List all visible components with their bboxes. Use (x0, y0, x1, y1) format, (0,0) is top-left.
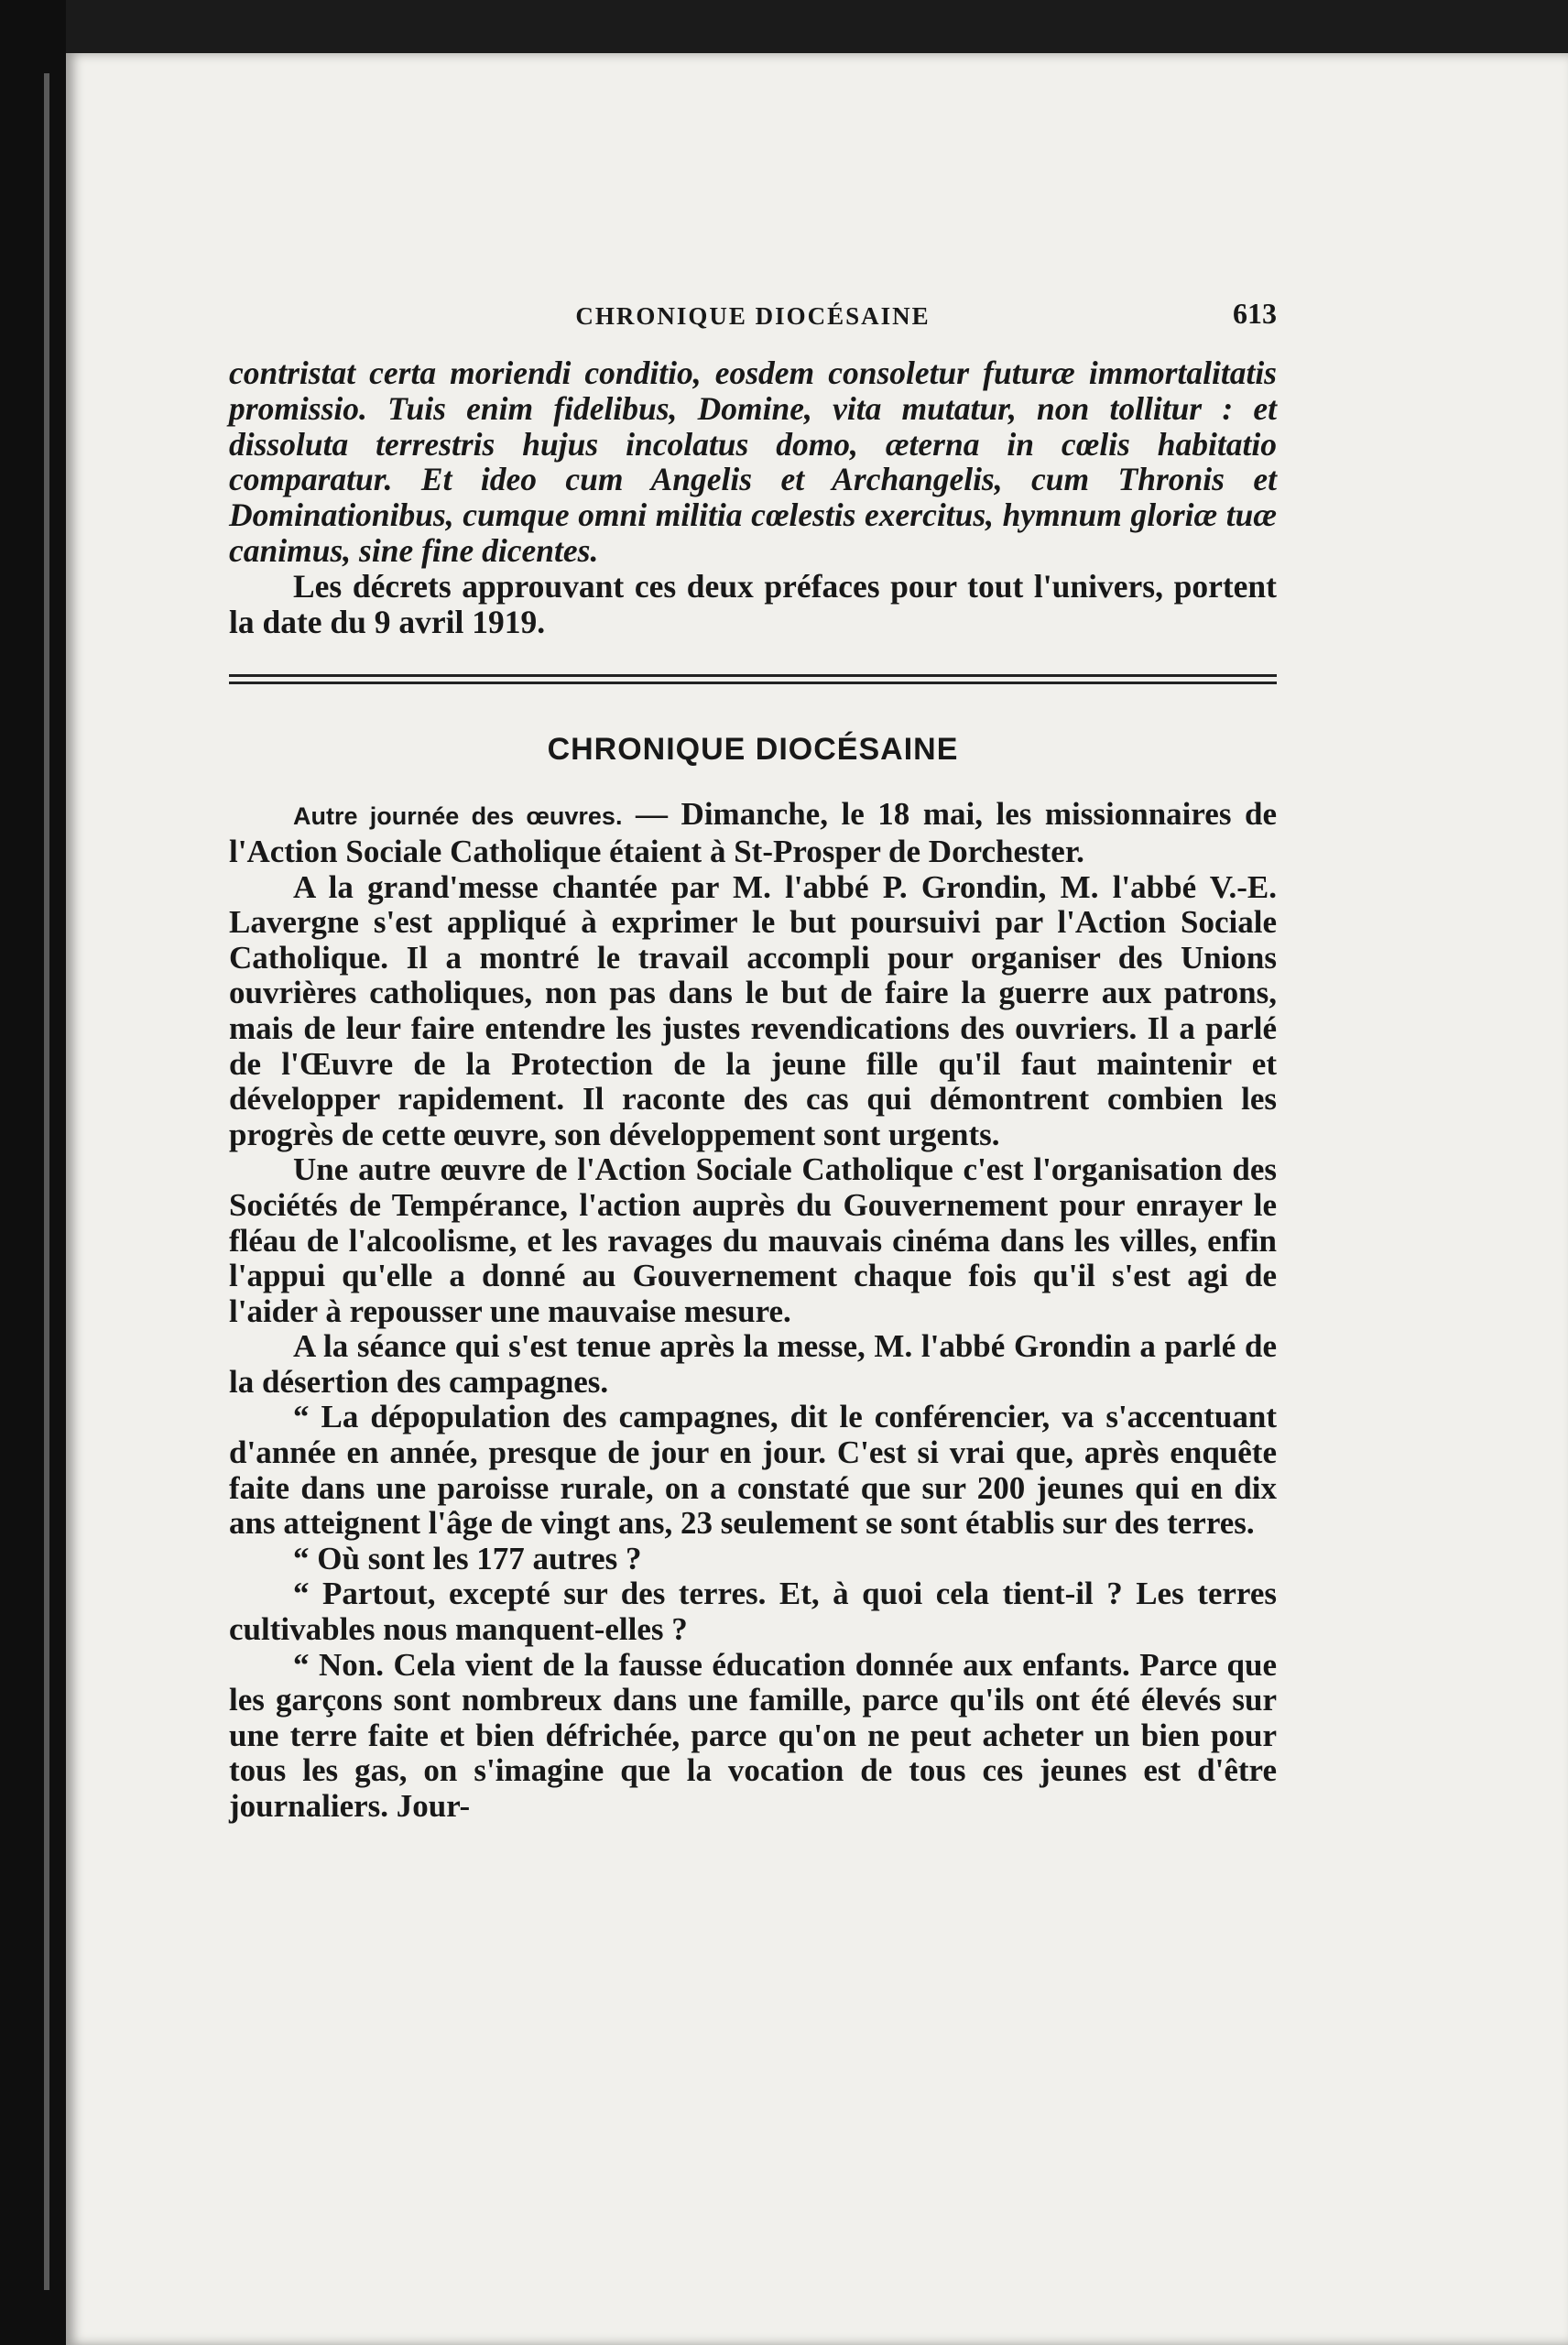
chronicle-paragraph-6: “ Où sont les 177 autres ? (293, 1540, 642, 1576)
divider-rule-bottom (229, 682, 1277, 684)
scanned-page (66, 53, 1568, 2345)
chronicle-paragraph-8: “ Non. Cela vient de la fausse éducation donnée aux enfants. Parce que les garçons sont nombreux dans une famille, parce qu'ils ont été élevés sur une terre faite et bien défrichée, parce qu'on ne peut acheter un bien pour tous les gas, on s'imagine que la vocation de tous ces jeunes est d'être journaliers. Jour- (229, 1646, 1277, 1824)
chronicle-paragraph-3: Une autre œuvre de l'Action Sociale Catholique c'est l'organisation des Sociétés de Tempérance, l'action auprès du Gouvernement pour enrayer le fléau de l'alcoolisme, et les ravages du mauvais cinéma dans les villes, enfin l'appui qu'elle a donné au Gouvernement chaque fois qu'il s'est agi de l'aider à repousser une mauvaise mesure. (229, 1151, 1277, 1329)
running-head (229, 273, 1277, 355)
chronicle-paragraph-1 (229, 797, 1277, 869)
chronicle-paragraph-2: A la grand'messe chantée par M. l'abbé P. Grondin, M. l'abbé V.-E. Lavergne s'est appliqué à exprimer le but poursuivi par l'Action Sociale Catholique. Il a montré le travail accompli pour organiser des Unions ouvrières catholiques, non pas dans le but de faire la guerre aux patrons, mais de leur faire entendre les justes revendications des ouvriers. Il a parlé de l'Œuvre de la Protection de la jeune fille qu'il faut maintenir et développer rapidement. Il raconte des cas qui démontrent combien les progrès de cette œuvre, son développement sont urgents. (229, 868, 1277, 1152)
divider-rule-top (229, 674, 1277, 677)
chronicle-paragraph-4: A la séance qui s'est tenue après la messe, M. l'abbé Grondin a parlé de la désertion des campagnes. (229, 1328, 1277, 1400)
running-title: CHRONIQUE DIOCÉSAINE (575, 302, 931, 330)
chronicle-paragraph-5: “ La dépopulation des campagnes, dit le conférencier, va s'accentuant d'année en année, presque de jour en jour. C'est si vrai que, après enquête faite dans une paroisse rurale, on a constaté que sur 200 jeunes qui en dix ans atteignent l'âge de vingt ans, 23 seulement se sont établis sur des terres. (229, 1399, 1277, 1542)
binding-highlight (44, 73, 49, 2290)
book-binding-edge (0, 0, 66, 2345)
paragraph-1-text: — Dimanche, le 18 mai, les missionnaires de l'Action Sociale Catholique étaient à St-Prosper de Dorchester. (229, 796, 1277, 869)
decree-paragraph: Les décrets approuvant ces deux préfaces pour tout l'univers, portent la date du 9 avril 1919. (229, 567, 1277, 640)
chronicle-paragraph-7: “ Partout, excepté sur des terres. Et, à quoi cela tient-il ? Les terres cultivables nous manquent-elles ? (229, 1576, 1277, 1648)
run-in-heading: Autre journée des œuvres. (293, 802, 623, 831)
section-title: CHRONIQUE DIOCÉSAINE (547, 732, 959, 768)
latin-preface-block (229, 355, 1277, 569)
section-divider (229, 674, 1277, 684)
chronicle-body (229, 797, 1277, 1824)
page-number: 613 (1233, 297, 1277, 330)
page-content (229, 273, 1277, 1825)
latin-preface-text: contristat certa moriendi conditio, eosdem consoletur futuræ immortalitatis promissio. Tuis enim fidelibus, Domine, vita mutatur, non tollitur : et dissoluta terrestris hujus incolatus domo, æterna in cœlis habitatio comparatur. Et ideo cum Angelis et Archangelis, cum Thronis et Dominationibus, cumque omni militia cœlestis exercitus, hymnum gloriæ tuæ canimus, sine fine dicentes. (229, 354, 1277, 569)
